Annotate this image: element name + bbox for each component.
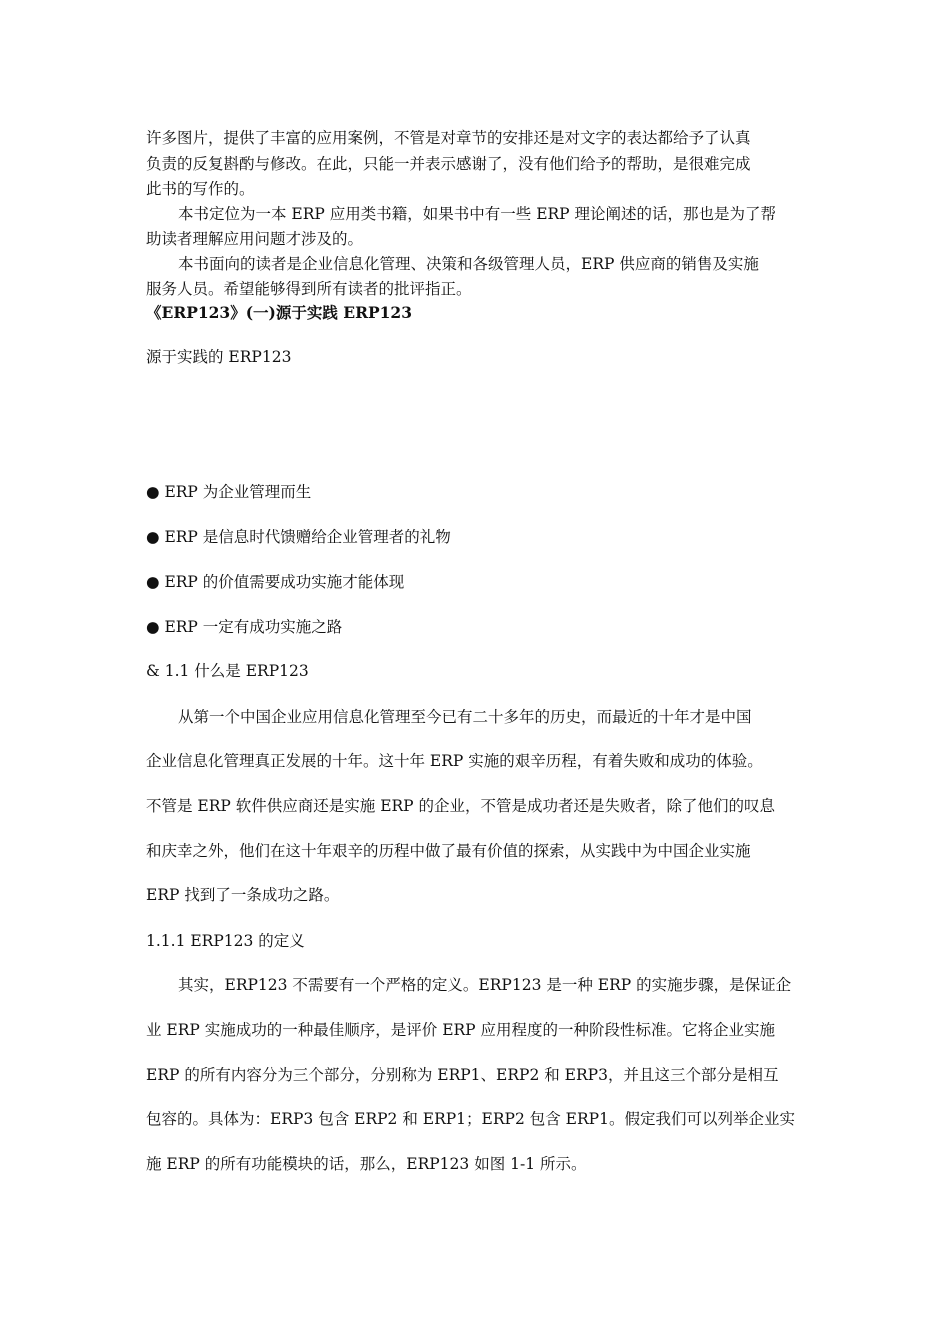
para-1-1-line: 和庆幸之外，他们在这十年艰辛的历程中做了最有价值的探索，从实践中为中国企业实施: [146, 842, 751, 860]
para-1-1-1-line: 其实，ERP123 不需要有一个严格的定义。ERP123 是一种 ERP 的实施步骤，是保证企: [178, 976, 792, 994]
para-1-1-1-line: 包容的。具体为：ERP3 包含 ERP2 和 ERP1；ERP2 包含 ERP1。假定我们可以列举企业实: [146, 1110, 795, 1128]
para-1-1-line: 不管是 ERP 软件供应商还是实施 ERP 的企业，不管是成功者还是失败者，除了他们的叹息: [146, 797, 776, 815]
intro-line-1: 许多图片，提供了丰富的应用案例，不管是对章节的安排还是对文字的表达都给予了认真: [146, 129, 751, 147]
section-subtitle: 源于实践的 ERP123: [146, 348, 292, 366]
intro-para3-line-1: 本书面向的读者是企业信息化管理、决策和各级管理人员，ERP 供应商的销售及实施: [178, 255, 759, 273]
intro-para2-line-1: 本书定位为一本 ERP 应用类书籍，如果书中有一些 ERP 理论阐述的话，那也是为了帮: [178, 205, 777, 223]
heading-1-1-1: 1.1.1 ERP123 的定义: [146, 932, 305, 950]
heading-1-1: & 1.1 什么是 ERP123: [146, 662, 309, 680]
para-1-1-line: ERP 找到了一条成功之路。: [146, 886, 340, 904]
para-1-1-line: 企业信息化管理真正发展的十年。这十年 ERP 实施的艰辛历程，有着失败和成功的体验。: [146, 752, 763, 770]
bullet-item: ● ERP 的价值需要成功实施才能体现: [146, 573, 405, 591]
para-1-1-1-line: 施 ERP 的所有功能模块的话，那么，ERP123 如图 1-1 所示。: [146, 1155, 587, 1173]
intro-line-3: 此书的写作的。: [146, 180, 255, 198]
bullet-item: ● ERP 一定有成功实施之路: [146, 618, 343, 636]
para-1-1-line: 从第一个中国企业应用信息化管理至今已有二十多年的历史，而最近的十年才是中国: [178, 708, 752, 726]
intro-line-2: 负责的反复斟酌与修改。在此，只能一并表示感谢了，没有他们给予的帮助，是很难完成: [146, 155, 751, 173]
bullet-item: ● ERP 为企业管理而生: [146, 483, 312, 501]
intro-para2-line-2: 助读者理解应用问题才涉及的。: [146, 230, 364, 248]
bullet-item: ● ERP 是信息时代馈赠给企业管理者的礼物: [146, 528, 451, 546]
section-title: 《ERP123》(一)源于实践 ERP123: [146, 303, 412, 322]
para-1-1-1-line: ERP 的所有内容分为三个部分，分别称为 ERP1、ERP2 和 ERP3，并且这三个部分是相互: [146, 1066, 779, 1084]
para-1-1-1-line: 业 ERP 实施成功的一种最佳顺序，是评价 ERP 应用程度的一种阶段性标准。它将企业实施: [146, 1021, 776, 1039]
intro-para3-line-2: 服务人员。希望能够得到所有读者的批评指正。: [146, 280, 472, 298]
